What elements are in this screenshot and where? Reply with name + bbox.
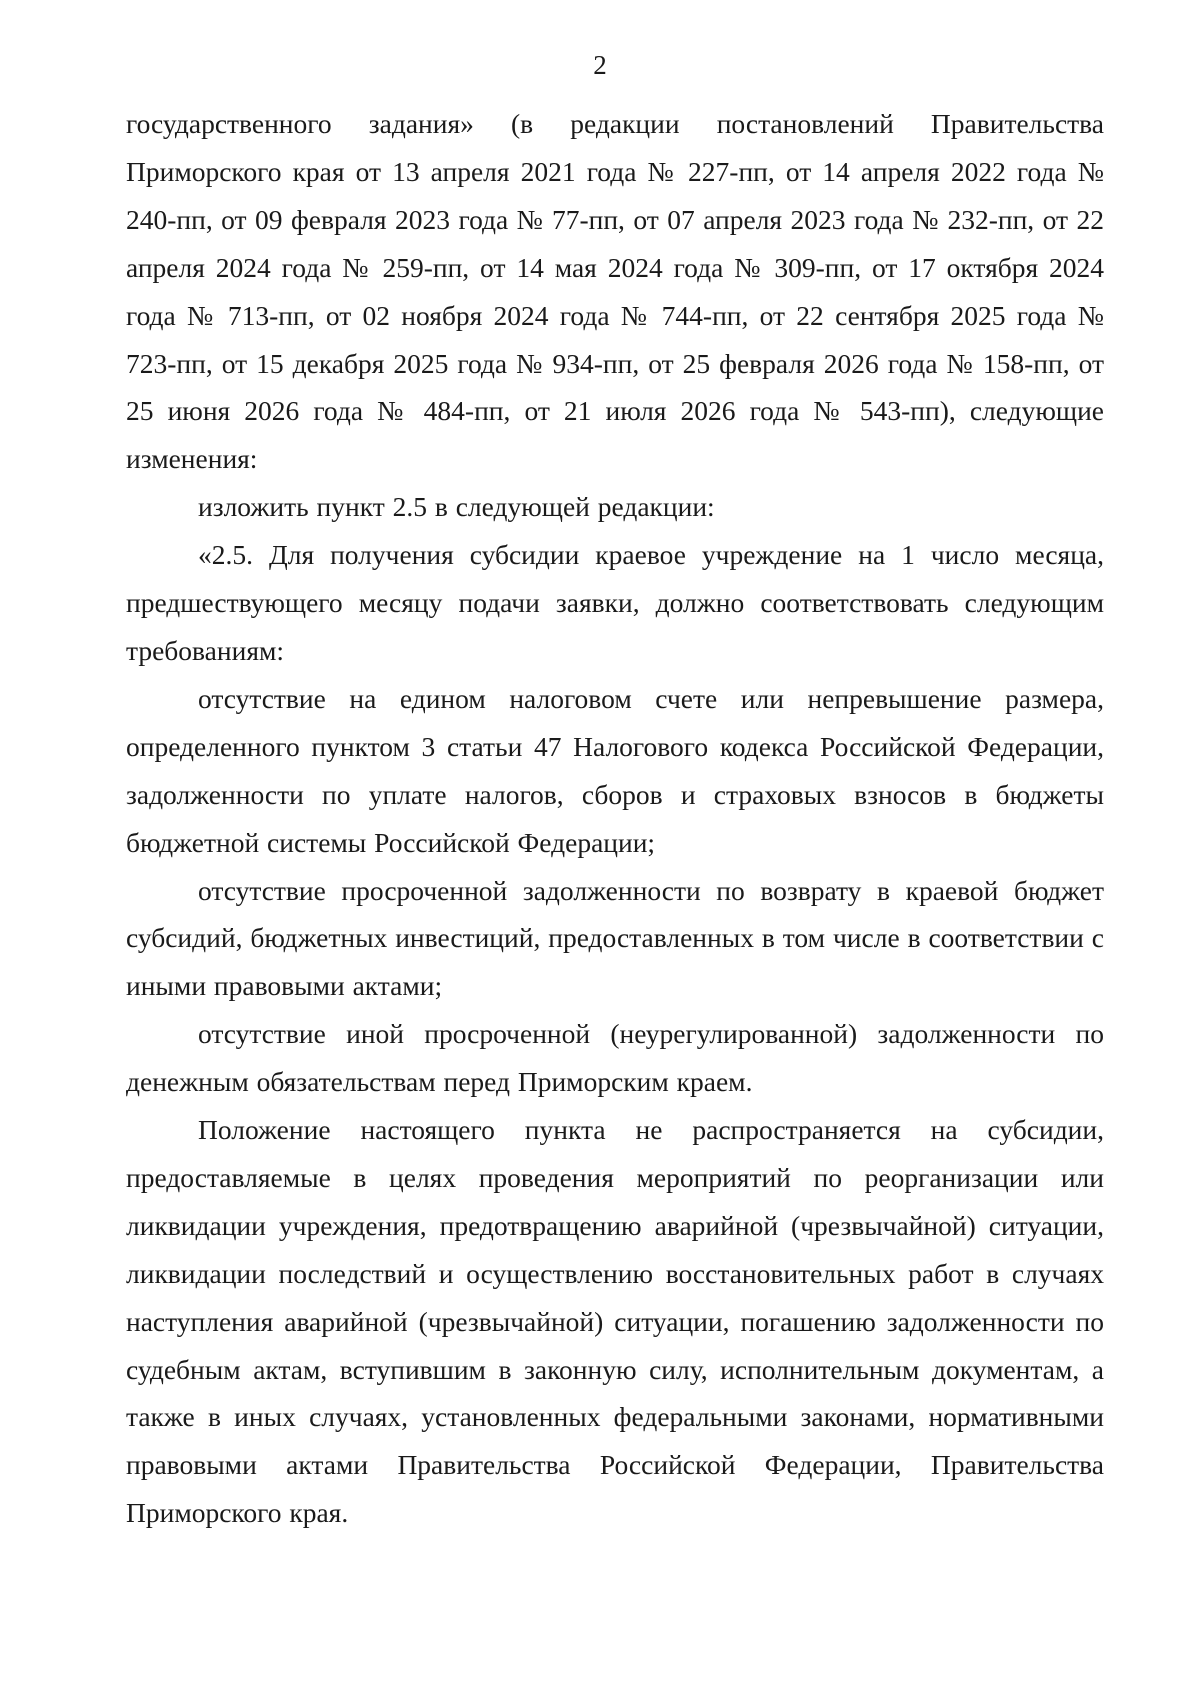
- paragraph-amendment-list: государственного задания» (в редакции постановлений Правительства Приморского края от 13 апреля 2021 года № 227-пп, от 14 апреля 2022 года № 240-пп, от 09 февраля 2023 года № 77-пп, от 07 апреля 2023 года № 232-пп, от 22 апреля 2024 года № 259-пп, от 14 мая 2024 года № 309-пп, от 17 октября 2024 года № 713-пп, от 02 ноября 2024 года № 744-пп, от 22 сентября 2025 года № 723-пп, от 15 декабря 2025 года № 934-пп, от 25 февраля 2026 года № 158-пп, от 25 июня 2026 года № 484-пп, от 21 июля 2026 года № 543-пп), следующие изменения:: [126, 108, 1104, 475]
- paragraph-amend-instruction: изложить пункт 2.5 в следующей редакции:: [198, 491, 715, 523]
- paragraph-clause-2-5: «2.5. Для получения субсидии краевое учреждение на 1 число месяца, предшествующего месяцу подачи заявки, должно соответствовать следующим требованиям:: [126, 539, 1104, 666]
- paragraph-requirement-subsidy-debt: отсутствие просроченной задолженности по возврату в краевой бюджет субсидий, бюджетных инвестиций, предоставленных в том числе в соответствии с иными правовыми актами;: [126, 874, 1104, 1002]
- paragraph-requirement-other-debt: отсутствие иной просроченной (неурегулированной) задолженности по денежным обязательствам перед Приморским краем.: [126, 1018, 1104, 1098]
- paragraph-requirement-tax-debt: отсутствие на едином налоговом счете или непревышение размера, определенного пунктом 3 статьи 47 Налогового кодекса Российской Федерации, задолженности по уплате налогов, сборов и страховых взносов в бюджеты бюджетной системы Российской Федерации;: [126, 682, 1104, 858]
- paragraph-exceptions: Положение настоящего пункта не распространяется на субсидии, предоставляемые в целях проведения мероприятий по реорганизации или ликвидации учреждения, предотвращению аварийной (чрезвычайной) ситуации, ликвидации последствий и осуществлению восстановительных работ в случаях наступления аварийной (чрезвычайной) ситуации, погашению задолженности по судебным актам, вступившим в законную силу, исполнительным документам, а также в иных случаях, установленных федеральными законами, нормативными правовыми актами Правительства Российской Федерации, Правительства Приморского края.: [126, 1114, 1104, 1529]
- page-number: 2: [593, 50, 607, 80]
- document-body: [126, 100, 1104, 1537]
